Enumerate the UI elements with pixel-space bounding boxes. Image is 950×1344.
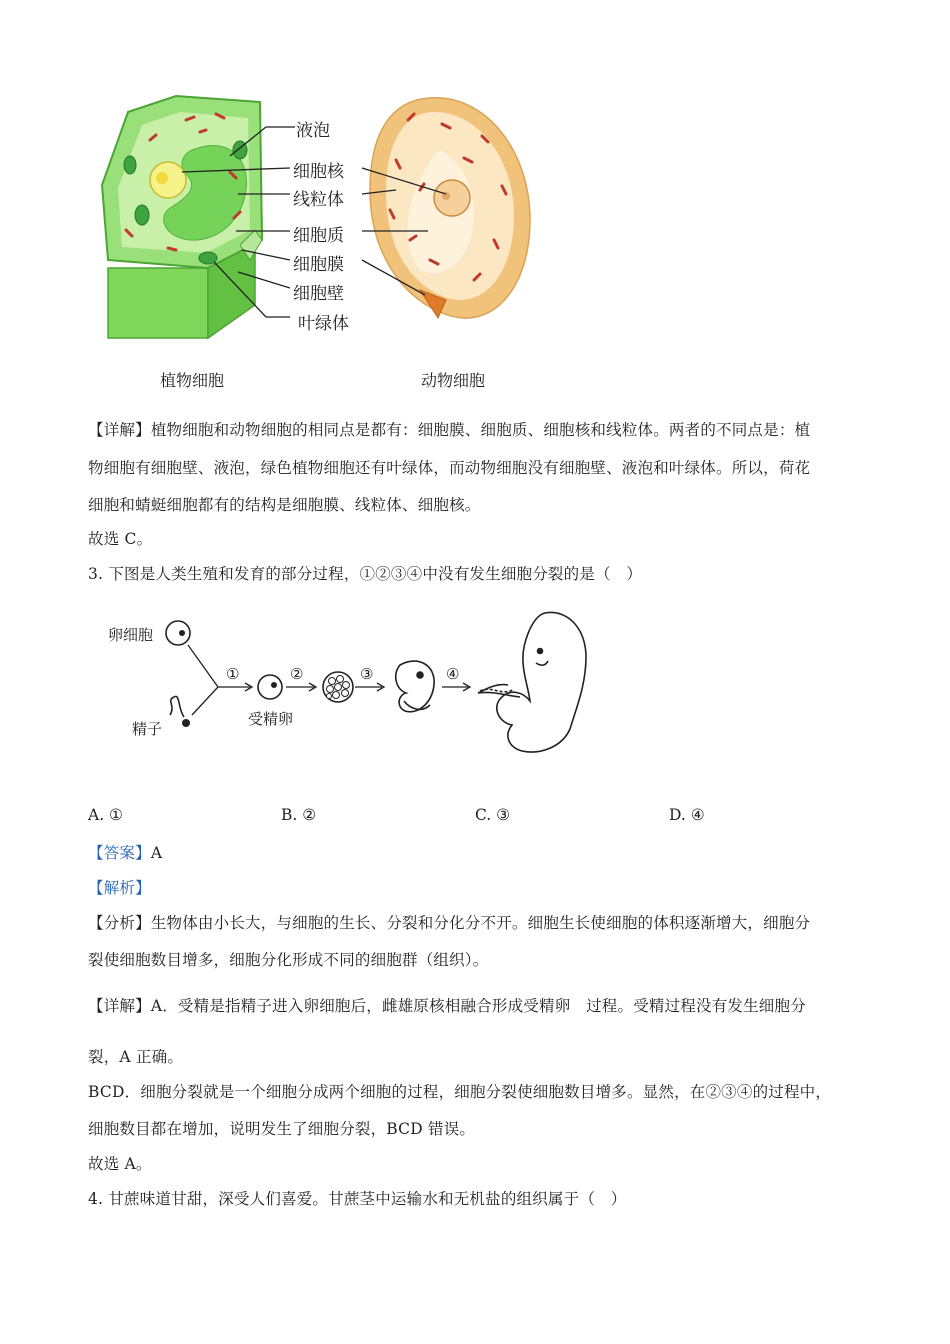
label-chloroplast: 叶绿体 xyxy=(298,314,349,334)
option-c: C. ③ xyxy=(475,806,511,824)
step-1: ① xyxy=(226,665,240,683)
reproduction-process-figure xyxy=(100,605,600,765)
sperm-icon xyxy=(170,696,184,717)
q3-answer xyxy=(88,841,162,863)
embryo-icon xyxy=(396,661,434,712)
q3-fenxi-line-2: 裂使细胞数目增多，细胞分化形成不同的细胞群（组织）。 xyxy=(88,951,489,969)
q3-stem: 3. 下图是人类生殖和发育的部分过程，①②③④中没有发生细胞分裂的是（ ） xyxy=(88,565,643,583)
caption-animal-cell: 动物细胞 xyxy=(421,371,486,390)
option-b: B. ② xyxy=(281,806,317,824)
label-cytoplasm: 细胞质 xyxy=(293,226,344,246)
fenxi-tag: 【分析】 xyxy=(88,914,151,932)
q2-detail-line-1: 【详解】植物细胞和动物细胞的相同点是都有：细胞膜、细胞质、细胞核和线粒体。两者的不同点是：植 xyxy=(88,421,811,439)
q3-detail-line-3: BCD．细胞分裂就是一个细胞分成两个细胞的过程，细胞分裂使细胞数目增多。显然，在②③④的过程中， xyxy=(88,1083,832,1101)
q3-analysis-tag: 【解析】 xyxy=(88,879,151,897)
sperm-label: 精子 xyxy=(132,720,163,738)
zygote-label: 受精卵 xyxy=(248,710,294,728)
q4-stem: 4. 甘蔗味道甘甜，深受人们喜爱。甘蔗茎中运输水和无机盐的组织属于（ ） xyxy=(88,1190,627,1208)
answer-tag: 【答案】 xyxy=(88,844,151,862)
q3-detail-line-4: 细胞数目都在增加，说明发生了细胞分裂，BCD 错误。 xyxy=(88,1120,476,1138)
step-2: ② xyxy=(290,665,304,683)
q2-detail-line-3: 细胞和蜻蜓细胞都有的结构是细胞膜、线粒体、细胞核。 xyxy=(88,496,481,514)
answer-value: A xyxy=(150,844,163,862)
q3-detail-line-2: 裂，A 正确。 xyxy=(88,1048,184,1066)
q3-detail-line-1: 【详解】A．受精是指精子进入卵细胞后，雌雄原核相融合形成受精卵 过程。受精过程没有发生细胞分 xyxy=(88,997,806,1015)
label-nucleus: 细胞核 xyxy=(293,162,344,182)
option-d: D. ④ xyxy=(669,806,705,824)
detail-tag: 【详解】 xyxy=(88,997,151,1015)
caption-plant-cell: 植物细胞 xyxy=(160,371,225,390)
fetus-icon xyxy=(478,612,586,752)
egg-cell-icon xyxy=(166,621,190,645)
morula-icon xyxy=(323,672,353,702)
plant-nucleus xyxy=(150,162,186,198)
label-cell-membrane: 细胞膜 xyxy=(293,255,344,275)
animal-nucleus xyxy=(434,180,470,216)
q2-conclusion: 故选 C。 xyxy=(88,530,153,548)
detail-tag: 【详解】 xyxy=(88,421,151,439)
step-4: ④ xyxy=(446,665,460,683)
label-cell-wall: 细胞壁 xyxy=(293,284,344,304)
label-vacuole: 液泡 xyxy=(296,121,330,141)
egg-cell-label: 卵细胞 xyxy=(108,626,154,644)
label-mitochondria: 线粒体 xyxy=(293,190,344,210)
plant-cell-lower-box xyxy=(108,268,208,338)
option-a: A. ① xyxy=(88,806,123,824)
step-3: ③ xyxy=(360,665,374,683)
zygote-icon xyxy=(258,675,282,699)
q2-detail-line-2: 物细胞有细胞壁、液泡，绿色植物细胞还有叶绿体，而动物细胞没有细胞壁、液泡和叶绿体。所以，荷花 xyxy=(88,459,811,477)
q3-fenxi-line-1: 【分析】生物体由小长大，与细胞的生长、分裂和分化分不开。细胞生长使细胞的体积逐渐增大，细胞分 xyxy=(88,914,811,932)
q3-conclusion: 故选 A。 xyxy=(88,1155,152,1173)
